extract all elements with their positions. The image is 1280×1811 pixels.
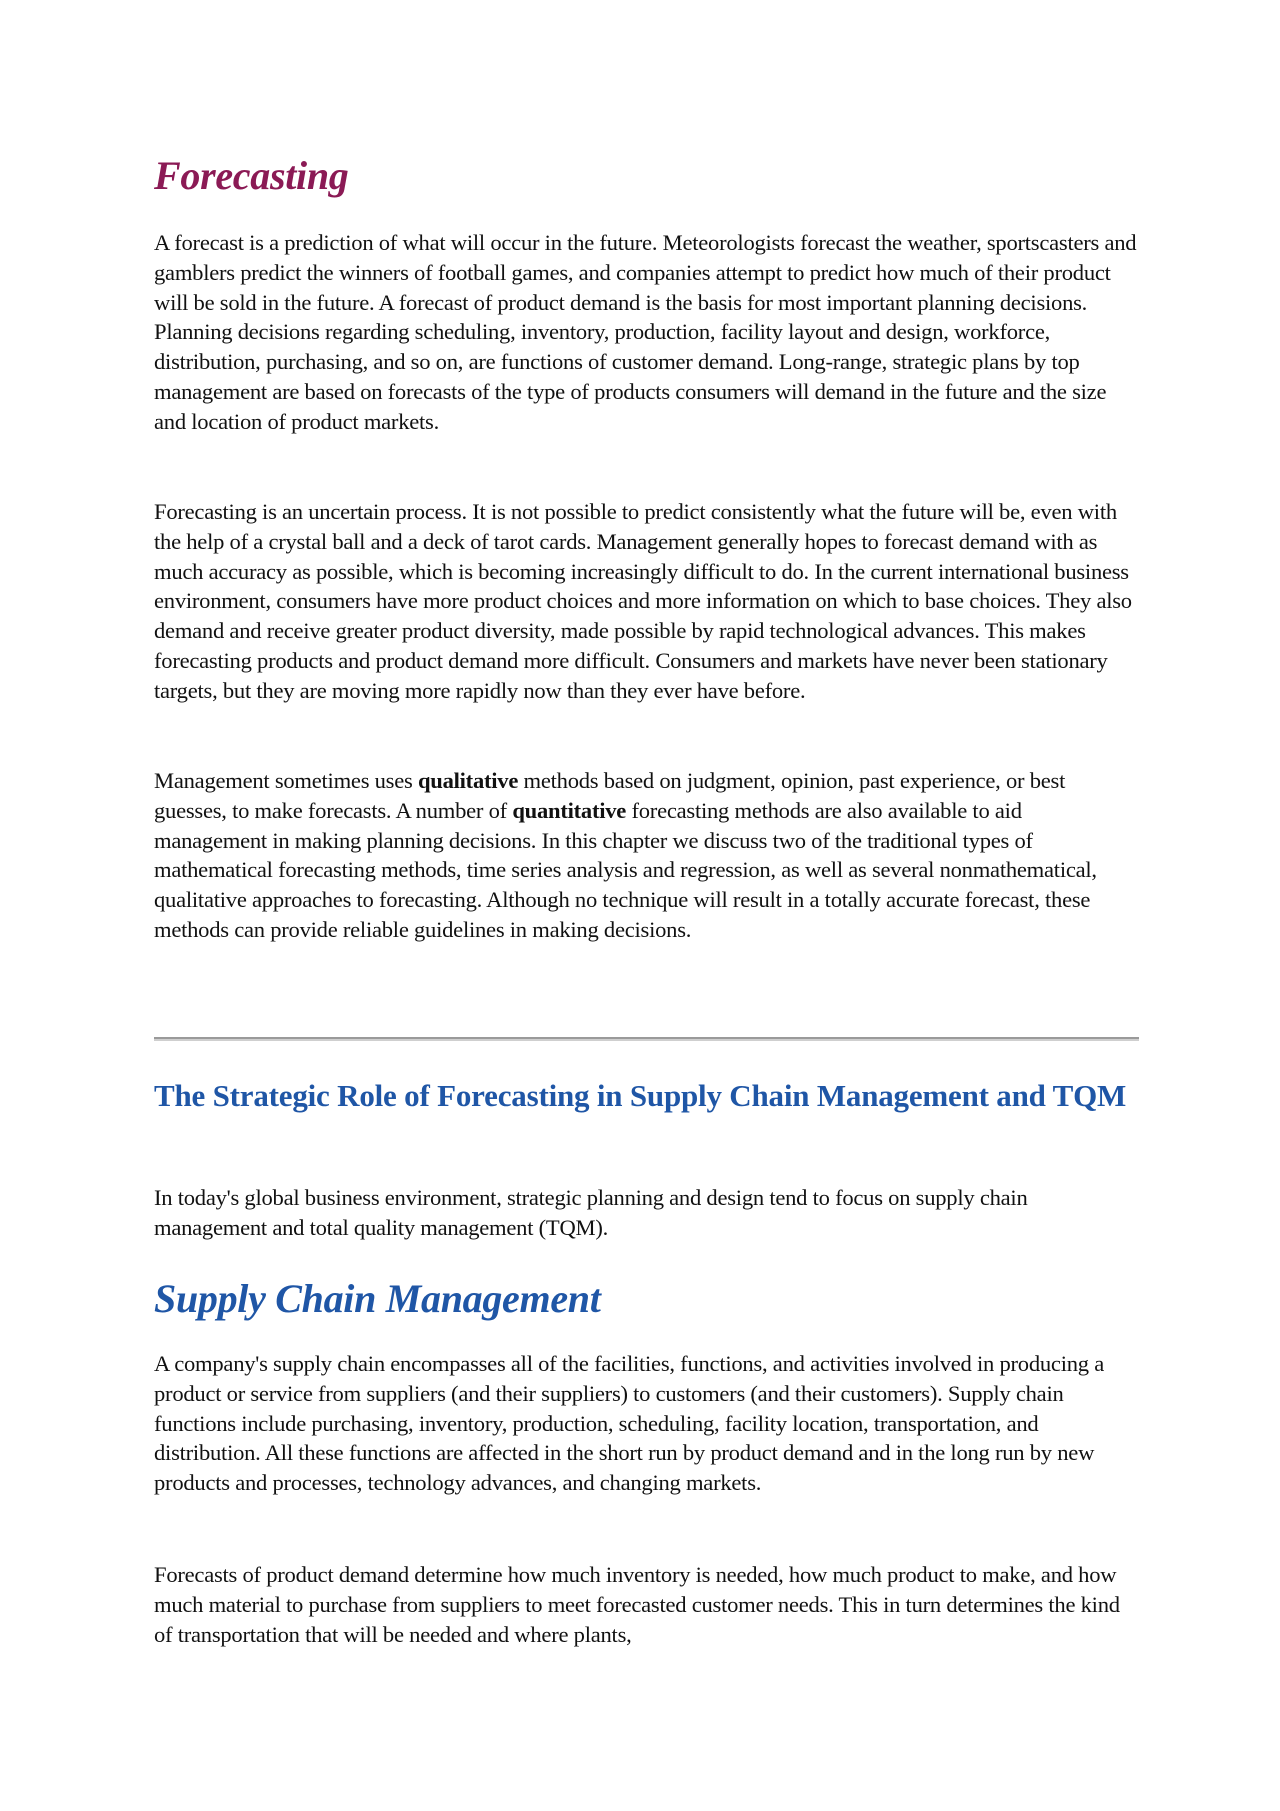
horizontal-rule <box>154 1037 1139 1041</box>
term-qualitative: qualitative <box>417 768 519 793</box>
heading-supply-chain-management: Supply Chain Management <box>154 1276 601 1321</box>
paragraph-strategic-intro: In today's global business environment, strategic planning and design tend to focus on supply chain management and total quality management (TQM). <box>154 1185 1028 1240</box>
paragraph-methods-text-b: methods based on judgment, opinion, past experience, or best guesses, to make forecasts. A number of <box>154 768 1066 823</box>
heading-forecasting: Forecasting <box>154 153 349 198</box>
heading-strategic-role: The Strategic Role of Forecasting in Supply Chain Management and TQM <box>154 1078 1127 1113</box>
paragraph-methods-text-c: forecasting methods are also available to aid management in making planning decisions. In this chapter we discuss two of the traditional types of mathematical forecasting methods, time series analysis and regression, as well as several nonmathematical, qualitative approaches to forecasting. Although no technique will result in a totally accurate forecast, these methods can provide reliable guidelines in making decisions. <box>154 797 1097 942</box>
paragraph-methods-text-a: Management sometimes uses <box>154 768 418 793</box>
term-quantitative: quantitative <box>512 797 627 823</box>
paragraph-forecast-definition: A forecast is a prediction of what will occur in the future. Meteorologists forecast the weather, sportscasters and gamblers predict the winners of football games, and companies attempt to predict how much of their product will be sold in the future. A forecast of product demand is the basis for most important planning decisions. Planning decisions regarding scheduling, inventory, production, facility layout and design, workforce, distribution, purchasing, and so on, are functions of customer demand. Long-range, strategic plans by top management are based on forecasts of the type of products consumers will demand in the future and the size and location of product markets. <box>154 230 1137 434</box>
paragraph-uncertain-process: Forecasting is an uncertain process. It is not possible to predict consistently what the future will be, even with the help of a crystal ball and a deck of tarot cards. Management generally hopes to forecast demand with as much accuracy as possible, which is becoming increasingly difficult to do. In the current international business environment, consumers have more product choices and more information on which to base choices. They also demand and receive greater product diversity, made possible by rapid technological advances. This makes forecasting products and product demand more difficult. Consumers and markets have never been stationary targets, but they are moving more rapidly now than they ever have before. <box>154 499 1132 703</box>
paragraph-demand-forecasts: Forecasts of product demand determine how much inventory is needed, how much product to make, and how much material to purchase from suppliers to meet forecasted customer needs. This in turn determines the kind of transportation that will be needed and where plants, <box>154 1562 1120 1647</box>
paragraph-supply-chain-definition: A company's supply chain encompasses all of the facilities, functions, and activities involved in producing a product or service from suppliers (and their suppliers) to customers (and their customers). Supply chain functions include purchasing, inventory, production, scheduling, facility location, transportation, and distribution. All these functions are affected in the short run by product demand and in the long run by new products and processes, technology advances, and changing markets. <box>154 1351 1105 1496</box>
paragraph-methods <box>154 766 1139 945</box>
